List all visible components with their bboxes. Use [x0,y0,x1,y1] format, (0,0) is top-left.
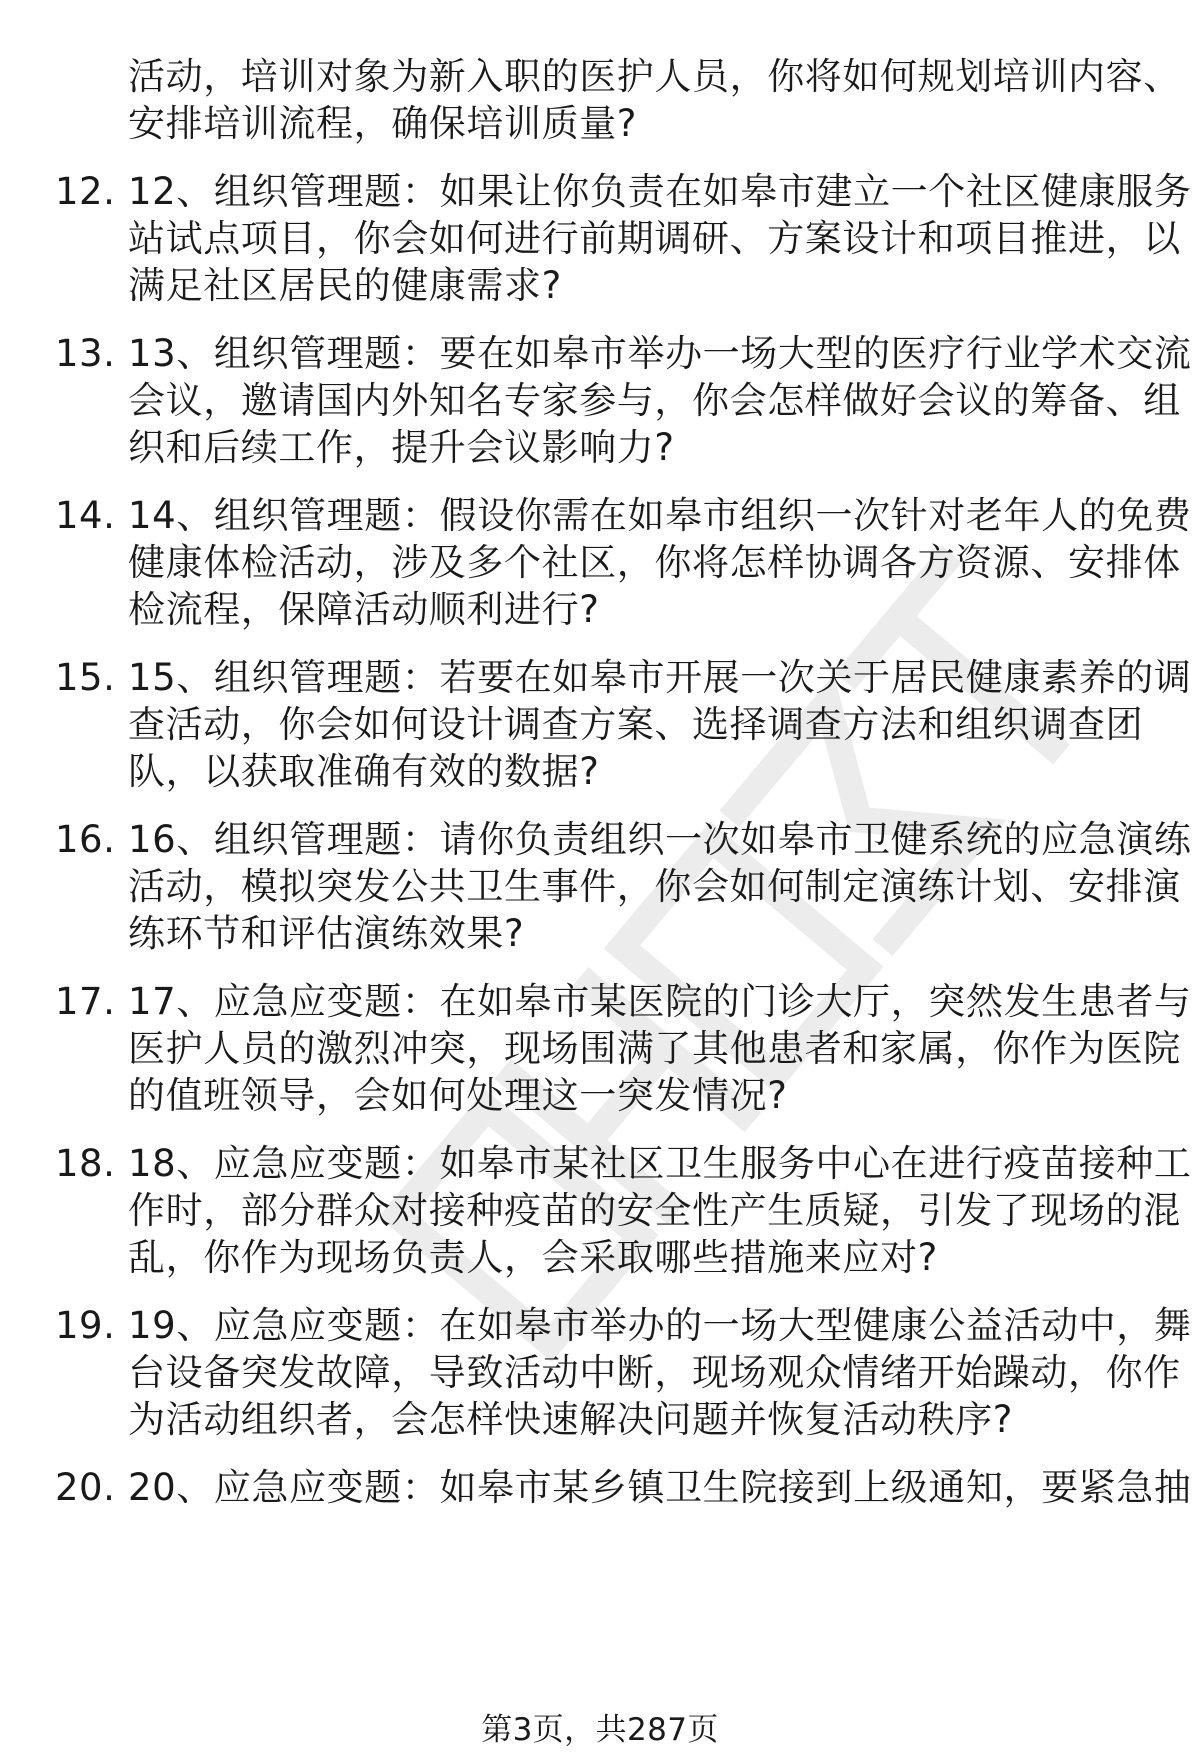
item-13-line-1: 13、组织管理题：要在如皋市举办一场大型的医疗行业学术交流 [128,332,1192,375]
item-19-line-1: 19、应急应变题：在如皋市举办的一场大型健康公益活动中，舞 [128,1304,1192,1347]
item-17-line-2: 医护人员的激烈冲突，现场围满了其他患者和家属，你作为医院 [128,1027,1181,1070]
item-14-line-2: 健康体检活动，涉及多个社区，你将怎样协调各方资源、安排体 [128,541,1181,584]
item-20-line-1: 20、应急应变题：如皋市某乡镇卫生院接到上级通知，要紧急抽 [128,1466,1192,1509]
item-14-line-3: 检流程，保障活动顺利进行? [128,588,600,631]
item-19-line-3: 为活动组织者，会怎样快速解决问题并恢复活动秩序? [128,1398,1014,1441]
item-16-line-3: 练环节和评估演练效果? [128,912,525,955]
item-14-line-1: 14、组织管理题：假设你需在如皋市组织一次针对老年人的免费 [128,494,1192,537]
item-12-line-3: 满足社区居民的健康需求? [128,264,562,307]
page-indicator: 第3页，共287页 [481,1712,719,1748]
list-number-20: 20. [55,1466,116,1509]
item-12-line-2: 站试点项目，你会如何进行前期调研、方案设计和项目推进，以 [128,217,1181,260]
item-18-line-3: 乱，你作为现场负责人，会采取哪些措施来应对? [128,1236,938,1279]
item-17-line-3: 的值班领导，会如何处理这一突发情况? [128,1074,788,1117]
item-16-line-2: 活动，模拟突发公共卫生事件，你会如何制定演练计划、安排演 [128,865,1181,908]
list-number-16: 16. [55,818,116,861]
item-15-line-1: 15、组织管理题：若要在如皋市开展一次关于居民健康素养的调 [128,656,1192,699]
item-11-line-1: 活动，培训对象为新入职的医护人员，你将如何规划培训内容、 [128,55,1181,98]
list-number-18: 18. [55,1142,116,1185]
item-18-line-1: 18、应急应变题：如皋市某社区卫生服务中心在进行疫苗接种工 [128,1142,1192,1185]
item-11-line-2: 安排培训流程，确保培训质量? [128,102,638,145]
item-12-line-1: 12、组织管理题：如果让你负责在如皋市建立一个社区健康服务 [128,170,1192,213]
list-number-17: 17. [55,980,116,1023]
item-18-line-2: 作时，部分群众对接种疫苗的安全性产生质疑，引发了现场的混 [128,1189,1181,1232]
list-number-15: 15. [55,656,116,699]
item-15-line-2: 查活动，你会如何设计调查方案、选择调查方法和组织调查团 [128,703,1144,746]
item-13-line-3: 织和后续工作，提升会议影响力? [128,426,675,469]
item-13-line-2: 会议，邀请国内外知名专家参与，你会怎样做好会议的筹备、组 [128,379,1181,422]
list-number-13: 13. [55,332,116,375]
item-19-line-2: 台设备突发故障，导致活动中断，现场观众情绪开始躁动，你作 [128,1351,1181,1394]
list-number-14: 14. [55,494,116,537]
item-16-line-1: 16、组织管理题：请你负责组织一次如皋市卫健系统的应急演练 [128,818,1192,861]
list-number-19: 19. [55,1304,116,1347]
list-number-12: 12. [55,170,116,213]
item-17-line-1: 17、应急应变题：在如皋市某医院的门诊大厅，突然发生患者与 [128,980,1192,1023]
item-15-line-3: 队，以获取准确有效的数据? [128,750,600,793]
